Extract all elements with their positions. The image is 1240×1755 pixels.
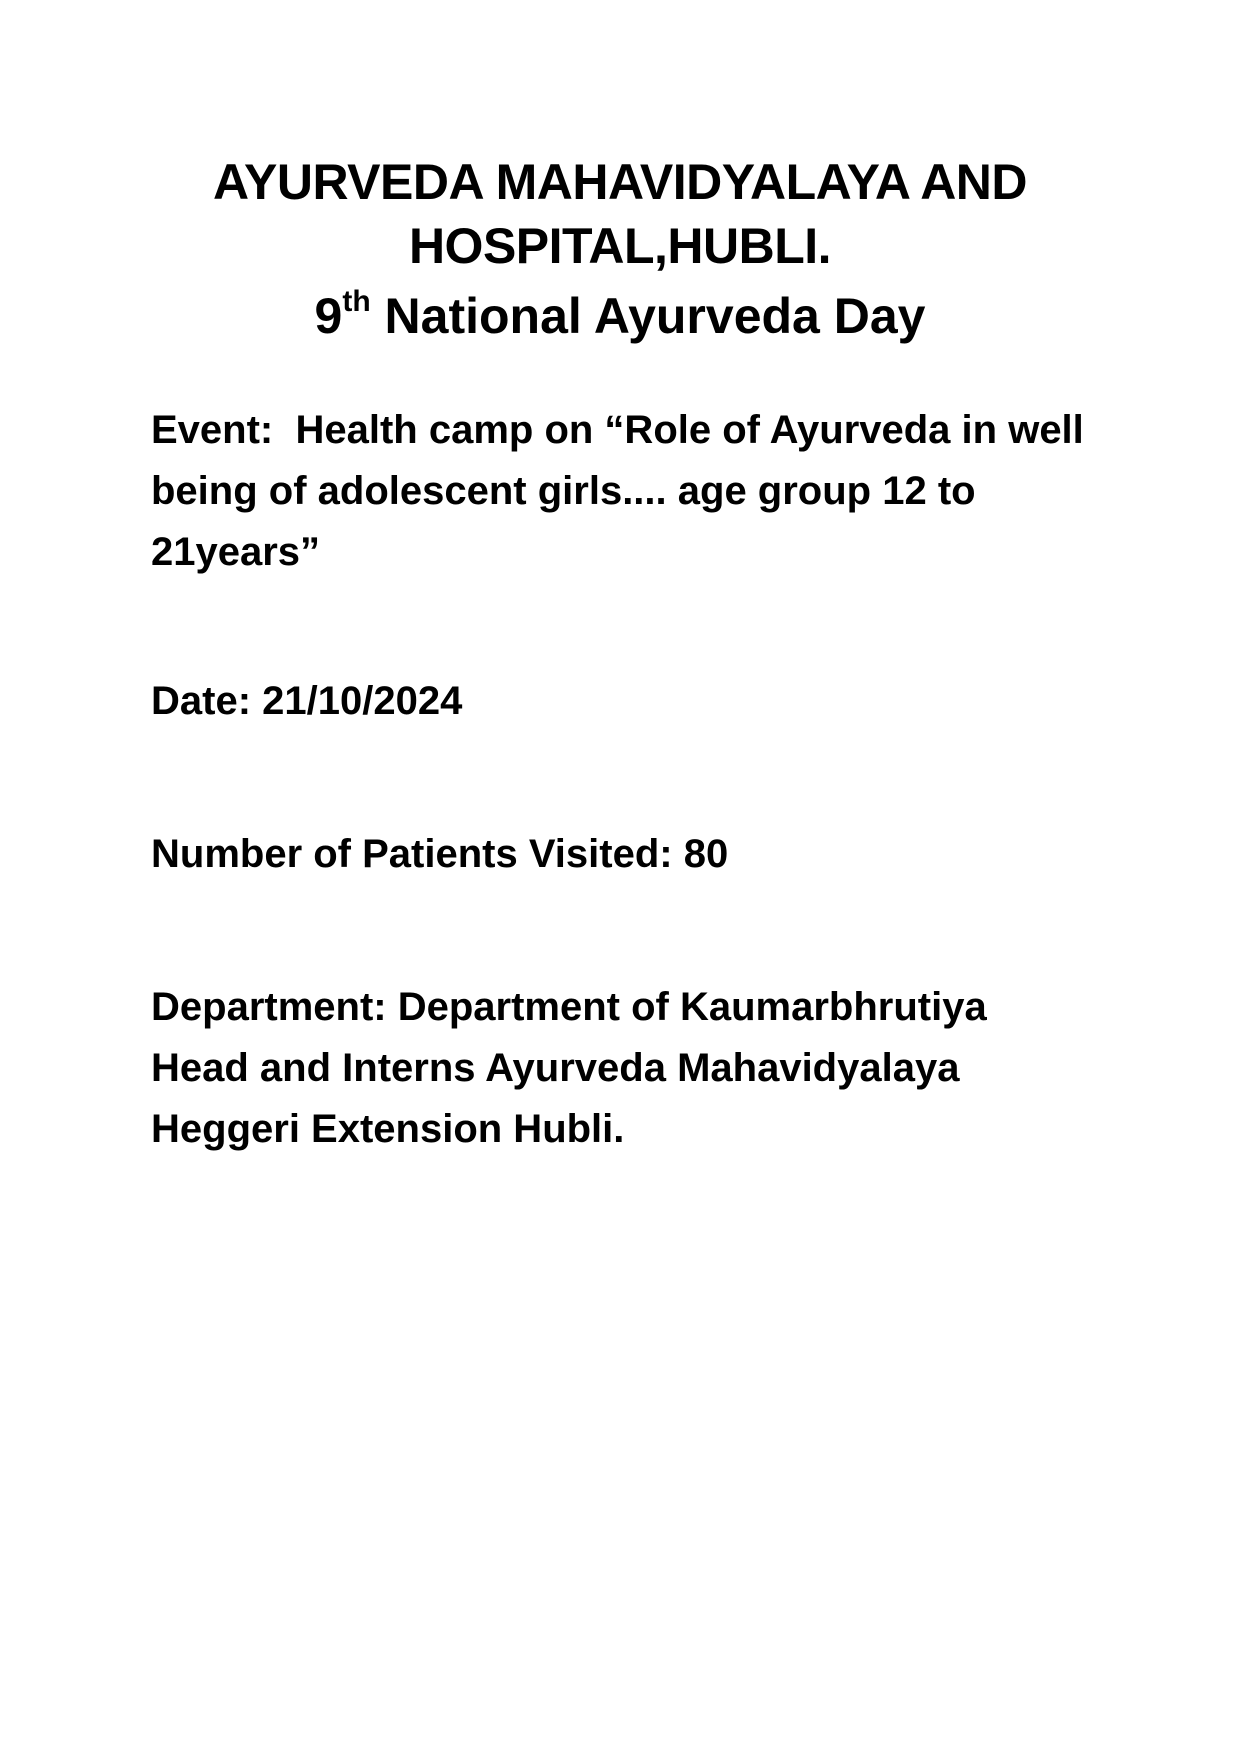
date-value: 21/10/2024 bbox=[262, 679, 463, 723]
patients-paragraph bbox=[151, 824, 1091, 885]
institution-title bbox=[120, 150, 1120, 278]
department-value: Department of Kaumarbhrutiya Head and Interns Ayurveda Mahavidyalaya Heggeri Extension Hubli. bbox=[151, 985, 987, 1151]
event-ordinal-suffix: th bbox=[342, 285, 371, 319]
document-header bbox=[120, 150, 1120, 348]
institution-title-line2: HOSPITAL,HUBLI. bbox=[408, 218, 832, 274]
patients-label: Number of Patients Visited: bbox=[151, 832, 673, 876]
department-label: Department: bbox=[151, 985, 387, 1029]
event-name: National Ayurveda Day bbox=[370, 288, 926, 344]
patients-value: 80 bbox=[683, 832, 729, 876]
institution-title-line1: AYURVEDA MAHAVIDYALAYA AND bbox=[212, 154, 1028, 210]
date-paragraph bbox=[151, 671, 1091, 732]
department-paragraph bbox=[151, 977, 1091, 1160]
event-title bbox=[120, 284, 1120, 348]
event-paragraph bbox=[151, 400, 1091, 583]
event-value: Health camp on “Role of Ayurveda in well being of adolescent girls.... age group 12 to 21years” bbox=[151, 408, 1084, 574]
document-body bbox=[151, 400, 1091, 1160]
event-label: Event: bbox=[151, 408, 274, 452]
event-ordinal-number: 9 bbox=[314, 288, 343, 344]
date-label: Date: bbox=[151, 679, 252, 723]
